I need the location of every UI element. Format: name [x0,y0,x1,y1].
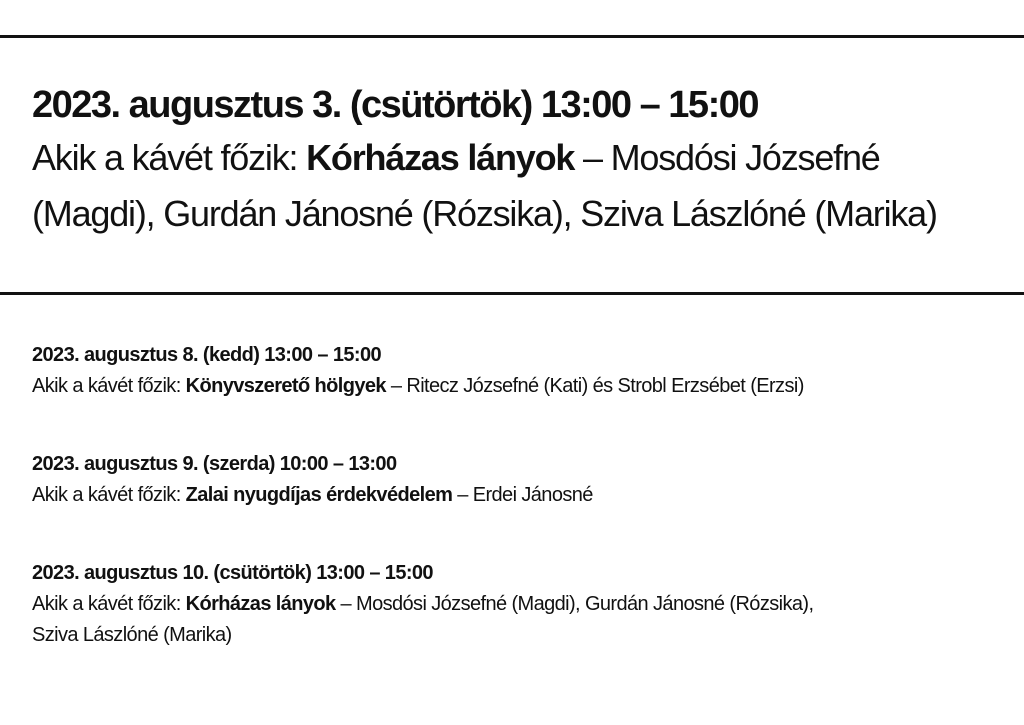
host-group-name: Könyvszerető hölgyek [185,375,386,397]
host-people-continued: (Magdi), Gurdán Jánosné (Rózsika), Sziva Lászlóné (Marika) [32,193,937,234]
featured-event-hosts-line [32,130,1002,186]
host-people: – Ritecz Józsefné (Kati) és Strobl Erzsébet (Erzsi) [385,375,804,397]
event-entry [32,558,1002,651]
host-group-name: Kórházas lányok [306,137,575,178]
event-date: 2023. augusztus 8. (kedd) 13:00 – 15:00 [32,344,381,366]
bottom-divider [0,292,1024,295]
event-hosts-line [32,589,1002,620]
host-people: – Mosdósi Józsefné [574,137,880,178]
host-group-name: Kórházas lányok [185,593,336,615]
host-group-name: Zalai nyugdíjas érdekvédelem [185,484,453,506]
event-hosts-line [32,480,1002,511]
host-people: – Mosdósi Józsefné (Magdi), Gurdán Jánosné (Rózsika), [335,593,814,615]
hosts-prefix: Akik a kávét főzik: [32,593,186,615]
top-divider [0,35,1024,38]
hosts-prefix: Akik a kávét főzik: [32,137,307,178]
host-people: – Erdei Jánosné [452,484,593,506]
host-people-continued: Sziva Lászlóné (Marika) [32,624,232,646]
event-entry [32,340,1002,402]
upcoming-events-list [32,340,1002,698]
event-entry [32,449,1002,511]
hosts-prefix: Akik a kávét főzik: [32,484,186,506]
featured-event-date: 2023. augusztus 3. (csütörtök) 13:00 – 15:00 [32,84,758,126]
event-hosts-line [32,371,1002,402]
featured-event [32,80,1002,242]
event-date: 2023. augusztus 9. (szerda) 10:00 – 13:00 [32,453,397,475]
event-date: 2023. augusztus 10. (csütörtök) 13:00 – 15:00 [32,562,433,584]
hosts-prefix: Akik a kávét főzik: [32,375,186,397]
